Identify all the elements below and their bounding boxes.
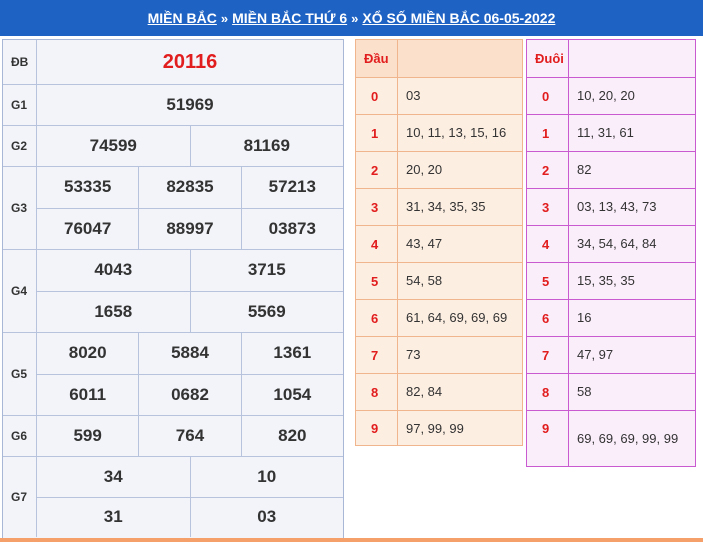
duoi-key: 7 bbox=[527, 337, 569, 373]
prize-number: 764 bbox=[138, 416, 240, 456]
dau-values: 43, 47 bbox=[406, 236, 443, 251]
results-table bbox=[2, 39, 344, 539]
prize-number: 1361 bbox=[241, 333, 343, 374]
dau-row bbox=[356, 299, 522, 336]
dau-values: 10, 11, 13, 15, 16 bbox=[406, 125, 507, 140]
dau-key: 5 bbox=[356, 263, 398, 299]
duoi-values: 03, 13, 43, 73 bbox=[577, 199, 657, 214]
duoi-row bbox=[527, 262, 695, 299]
dau-table bbox=[355, 39, 523, 446]
prize-row-g3 bbox=[3, 166, 343, 249]
duoi-values: 11, 31, 61 bbox=[577, 125, 634, 140]
duoi-values: 47, 97 bbox=[577, 347, 614, 362]
prize-number: 1054 bbox=[241, 375, 343, 416]
breadcrumb-separator: » bbox=[220, 10, 229, 26]
dau-row bbox=[356, 188, 522, 225]
prize-number: 820 bbox=[241, 416, 343, 456]
prize-number: 53335 bbox=[64, 177, 112, 197]
duoi-key: 0 bbox=[527, 78, 569, 114]
prize-number: 6011 bbox=[69, 384, 107, 404]
dau-row bbox=[356, 151, 522, 188]
prize-number: 03873 bbox=[241, 209, 343, 250]
duoi-values: 34, 54, 64, 84 bbox=[577, 236, 657, 251]
prize-label: G7 bbox=[3, 457, 37, 537]
prize-label: G3 bbox=[3, 167, 37, 249]
dau-header: Đầu bbox=[356, 40, 398, 77]
dau-values: 31, 34, 35, 35 bbox=[406, 199, 486, 214]
prize-number: 74599 bbox=[89, 136, 137, 155]
dau-values: 54, 58 bbox=[406, 273, 443, 288]
prize-number: 88997 bbox=[138, 209, 240, 250]
dau-row bbox=[356, 373, 522, 410]
prize-number: 82835 bbox=[138, 167, 240, 208]
prize-label: G1 bbox=[3, 85, 37, 125]
prize-number: 31 bbox=[103, 507, 123, 527]
prize-row-g7 bbox=[3, 456, 343, 537]
prize-number: 76047 bbox=[64, 218, 112, 238]
prize-number: 3715 bbox=[190, 250, 344, 291]
prize-label: G5 bbox=[3, 333, 37, 415]
dau-key: 2 bbox=[356, 152, 398, 188]
prize-label: ĐB bbox=[3, 40, 37, 84]
duoi-key: 8 bbox=[527, 374, 569, 410]
dau-values: 20, 20 bbox=[406, 162, 443, 177]
prize-row-g5 bbox=[3, 332, 343, 415]
prize-number: 1658 bbox=[94, 301, 133, 321]
duoi-key: 9 bbox=[527, 411, 569, 467]
dau-values: 97, 99, 99 bbox=[406, 420, 464, 436]
duoi-key: 4 bbox=[527, 226, 569, 262]
dau-row bbox=[356, 262, 522, 299]
duoi-row bbox=[527, 151, 695, 188]
breadcrumb-separator: » bbox=[351, 10, 359, 26]
prize-number: 03 bbox=[190, 498, 344, 538]
prize-number: 51969 bbox=[166, 95, 214, 114]
prize-number: 0682 bbox=[138, 375, 240, 416]
duoi-row bbox=[527, 410, 695, 467]
duoi-values: 58 bbox=[577, 384, 592, 399]
dau-key: 8 bbox=[356, 374, 398, 410]
prize-label: G6 bbox=[3, 416, 37, 456]
duoi-table bbox=[526, 39, 696, 467]
duoi-row bbox=[527, 373, 695, 410]
dau-key: 0 bbox=[356, 78, 398, 114]
prize-number: 10 bbox=[190, 457, 344, 497]
prize-number: 5569 bbox=[190, 292, 344, 333]
prize-number: 4043 bbox=[94, 260, 133, 280]
dau-row bbox=[356, 336, 522, 373]
prize-number: 8020 bbox=[68, 343, 107, 363]
prize-row-g2 bbox=[3, 125, 343, 166]
prize-row-g1 bbox=[3, 84, 343, 125]
duoi-row bbox=[527, 188, 695, 225]
prize-number: 5884 bbox=[138, 333, 240, 374]
duoi-key: 3 bbox=[527, 189, 569, 225]
duoi-header-row bbox=[527, 40, 695, 77]
duoi-values: 15, 35, 35 bbox=[577, 273, 635, 288]
dau-key: 7 bbox=[356, 337, 398, 373]
breadcrumb-link-mien-bac-thu-6[interactable]: MIỀN BẮC THỨ 6 bbox=[232, 10, 348, 26]
prize-row-db bbox=[3, 40, 343, 84]
prize-number: 81169 bbox=[190, 126, 344, 166]
duoi-row bbox=[527, 114, 695, 151]
duoi-key: 2 bbox=[527, 152, 569, 188]
duoi-key: 1 bbox=[527, 115, 569, 151]
duoi-key: 5 bbox=[527, 263, 569, 299]
duoi-values: 82 bbox=[577, 162, 592, 177]
prize-number: 599 bbox=[73, 426, 102, 445]
prize-label: G4 bbox=[3, 250, 37, 332]
prize-label: G2 bbox=[3, 126, 37, 166]
dau-key: 6 bbox=[356, 300, 398, 336]
duoi-values: 10, 20, 20 bbox=[577, 88, 635, 103]
dau-row bbox=[356, 77, 522, 114]
dau-row bbox=[356, 114, 522, 151]
breadcrumb-link-mien-bac[interactable]: MIỀN BẮC bbox=[147, 10, 217, 26]
prize-number: 34 bbox=[103, 466, 123, 486]
duoi-row bbox=[527, 336, 695, 373]
duoi-header: Đuôi bbox=[527, 40, 569, 77]
breadcrumb-link-xsmb-date[interactable]: XỔ SỐ MIỀN BẮC 06-05-2022 bbox=[362, 10, 556, 26]
dau-values: 82, 84 bbox=[406, 384, 443, 399]
duoi-values: 16 bbox=[577, 310, 592, 325]
duoi-row bbox=[527, 225, 695, 262]
dau-key: 3 bbox=[356, 189, 398, 225]
prize-row-g4 bbox=[3, 249, 343, 332]
duoi-row bbox=[527, 77, 695, 114]
duoi-row bbox=[527, 299, 695, 336]
duoi-key: 6 bbox=[527, 300, 569, 336]
dau-header-row bbox=[356, 40, 522, 77]
breadcrumb bbox=[0, 0, 703, 36]
dau-key: 4 bbox=[356, 226, 398, 262]
dau-row bbox=[356, 410, 522, 446]
dau-row bbox=[356, 225, 522, 262]
dau-key: 9 bbox=[356, 411, 398, 446]
duoi-values: 69, 69, 69, 99, 99 bbox=[577, 431, 679, 446]
bottom-divider bbox=[0, 538, 703, 542]
special-prize-number: 20116 bbox=[162, 50, 218, 73]
prize-number: 57213 bbox=[241, 167, 343, 208]
dau-values: 61, 64, 69, 69, 69 bbox=[406, 310, 508, 325]
dau-key: 1 bbox=[356, 115, 398, 151]
prize-row-g6 bbox=[3, 415, 343, 456]
dau-values: 03 bbox=[406, 88, 421, 103]
dau-values: 73 bbox=[406, 347, 421, 362]
